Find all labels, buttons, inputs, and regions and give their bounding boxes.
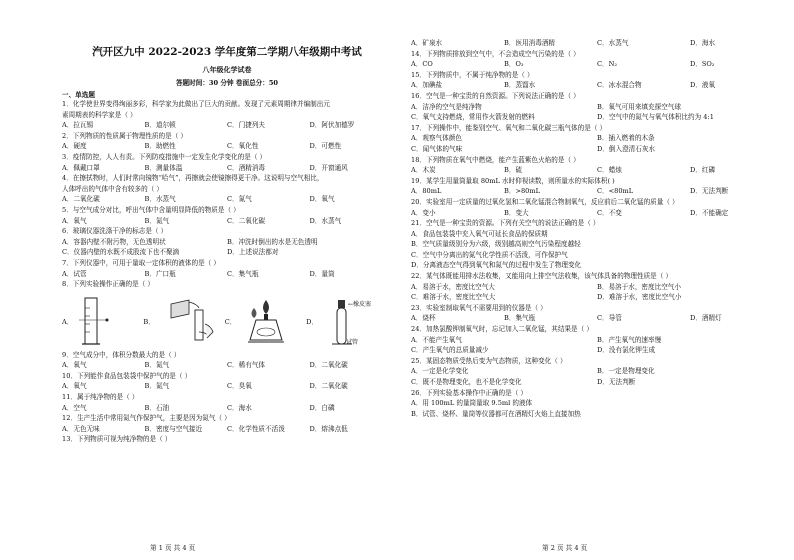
left-column bbox=[62, 44, 392, 445]
options-row bbox=[411, 38, 783, 49]
graduated-cylinder-figure bbox=[77, 294, 111, 348]
rubber-stopper-label: ←橡皮塞 bbox=[348, 300, 372, 308]
question-stem: 10．下列能作食品包装袋中保护气的是（ ） bbox=[62, 371, 192, 380]
question-item bbox=[411, 271, 783, 303]
answer-option: A．矿泉水 bbox=[411, 39, 443, 47]
options-row bbox=[411, 377, 783, 388]
question-item bbox=[411, 176, 783, 197]
question-item bbox=[411, 303, 783, 324]
answer-option: C．二氧化碳 bbox=[227, 216, 266, 225]
answer-option: B．氮气 bbox=[144, 382, 170, 391]
answer-option: A．空气 bbox=[62, 403, 87, 412]
question-item bbox=[411, 70, 783, 91]
question-stem: 26．下列实验基本操作中正确的是（ ） bbox=[411, 388, 527, 397]
question-stem: 12．生产生活中常用氮气作保护气，主要是因为氮气（ ） bbox=[62, 414, 231, 423]
exam-info: 答题时间：30 分钟 卷面总分：50 bbox=[175, 79, 279, 87]
answer-option: C．臭氧 bbox=[227, 382, 252, 391]
options-row bbox=[411, 133, 783, 144]
question-stem: A．食品包装袋中充入氧气可延长食品的保质期 bbox=[411, 229, 548, 238]
options-row bbox=[411, 313, 783, 324]
answer-option: C．化学性质不活泼 bbox=[227, 424, 285, 433]
question-stem: 3．疫情防控，人人有责。下列防疫措施中一定发生化学变化的是（ ） bbox=[62, 152, 267, 161]
exam-subtitle: 八年级化学试卷 bbox=[202, 65, 252, 74]
options-row bbox=[62, 237, 392, 248]
answer-option: C．难溶于水，密度比空气大 bbox=[411, 293, 496, 302]
answer-option: B．插入燃着的木条 bbox=[597, 134, 655, 143]
answer-option: D．无法判断 bbox=[597, 378, 636, 386]
answer-option: D．可燃性 bbox=[309, 142, 342, 151]
question-stem: 2．下列物质的性质属于物理性质的是（ ） bbox=[62, 131, 187, 140]
answer-option: D．二氧化碳 bbox=[309, 382, 348, 391]
question-stem: 11．属于纯净物的是（ ） bbox=[62, 393, 139, 402]
question-item bbox=[62, 99, 392, 131]
answer-option: C．氮气 bbox=[227, 195, 252, 204]
answer-option: C．蜡烛 bbox=[597, 166, 622, 175]
question-stem: C．空气中分离出的氮气化学性质不活泼，可作保护气 bbox=[411, 250, 568, 259]
question-stem: 7．下列仪器中，可用于量取一定体积的液体的是（ ） bbox=[62, 258, 220, 267]
question-item bbox=[62, 258, 392, 279]
answer-option: B．石油 bbox=[144, 403, 170, 412]
options-row bbox=[411, 144, 783, 155]
question-stem: A．用 100mL 的量筒量取 9.5ml 的液体 bbox=[411, 399, 533, 408]
options-row bbox=[62, 403, 392, 414]
stopper-test-tube-figure bbox=[322, 294, 392, 348]
page-footer: 第 1 页 共 4 页 bbox=[150, 544, 196, 552]
answer-option: C．集气瓶 bbox=[227, 269, 259, 278]
answer-option: D．难溶于水，密度比空气小 bbox=[597, 293, 682, 302]
answer-option: D．氧气 bbox=[309, 195, 335, 204]
answer-option: C．导管 bbox=[597, 314, 622, 323]
question-item bbox=[411, 155, 783, 176]
question-item bbox=[411, 197, 783, 218]
right-question-list bbox=[411, 38, 783, 419]
options-row bbox=[411, 59, 783, 70]
answer-option: D．空气中的氮气与氧气体积比约为 4:1 bbox=[597, 113, 714, 122]
answer-option: B．道尔顿 bbox=[144, 121, 176, 130]
question-item bbox=[62, 279, 392, 348]
answer-option: A．二氧化碳 bbox=[62, 195, 100, 204]
options-row bbox=[411, 208, 783, 219]
answer-option: D．没有氯化钾生成 bbox=[597, 346, 656, 355]
answer-option: A．不能产生氧气 bbox=[411, 335, 462, 344]
answer-option: D．倒入澄清石灰水 bbox=[597, 144, 656, 153]
answer-option: C．既不是物理变化，也不是化学变化 bbox=[411, 378, 522, 386]
question-stem: 17．下列操作中，能鉴别空气、氧气和二氧化碳三瓶气体的是（ ） bbox=[411, 123, 607, 132]
experiment-figure-option bbox=[225, 294, 306, 348]
answer-option: B．氮气 bbox=[144, 216, 170, 225]
question-stem: 14．下列物质排放到空气中，不会造成空气污染的是（ ） bbox=[411, 49, 580, 58]
answer-option: A．氧气 bbox=[62, 216, 87, 225]
experiment-figure-option bbox=[143, 294, 224, 348]
answer-option: A．变小 bbox=[411, 208, 436, 217]
exam-title: 汽开区九中 2022-2023 学年度第二学期八年级期中考试 bbox=[92, 46, 362, 58]
answer-option: D．阿伏加德罗 bbox=[309, 121, 355, 130]
answer-option: B．冲洗时倒出的水是无色透明 bbox=[227, 237, 318, 246]
answer-option: A．佩戴口罩 bbox=[62, 163, 100, 172]
question-item bbox=[411, 91, 783, 123]
options-row bbox=[62, 269, 392, 280]
answer-option: A．硬度 bbox=[62, 142, 87, 151]
answer-option: A．一定是化学变化 bbox=[411, 367, 469, 376]
answer-option: C．仪器内壁的水既不成股流下也不聚滴 bbox=[62, 248, 180, 257]
answer-option: A．洁净的空气是纯净物 bbox=[411, 102, 482, 111]
question-stem: 23．实验室制取氧气不需要用到的仪器是（ ） bbox=[411, 303, 547, 312]
question-item bbox=[62, 205, 392, 226]
answer-option: D．开窗通风 bbox=[309, 163, 348, 172]
answer-option: B．>80mL bbox=[504, 187, 540, 196]
question-stem: 20．实验室用一定质量的过氧化氢和二氧化锰混合物制氧气，反应前后二氧化锰的质量（ ） bbox=[411, 197, 679, 206]
answer-option: B．一定是物理变化 bbox=[597, 367, 655, 376]
options-row bbox=[411, 112, 783, 123]
answer-option: C．N₂ bbox=[597, 60, 618, 69]
test-tube-label: 试管 bbox=[346, 338, 359, 346]
question-stem: 素周期表的科学家是（ ） bbox=[62, 110, 137, 119]
options-row bbox=[411, 102, 783, 113]
answer-option: B．蒸馏水 bbox=[504, 81, 536, 90]
answer-option: C．不变 bbox=[597, 208, 622, 217]
alcohol-lamp-figure bbox=[240, 294, 292, 348]
options-row bbox=[62, 141, 392, 152]
answer-option: A．木炭 bbox=[411, 166, 436, 175]
question-item bbox=[62, 226, 392, 258]
answer-option: B．氧气可用来填充探空气球 bbox=[597, 102, 681, 111]
answer-option: B．产生氧气的速率慢 bbox=[597, 335, 662, 344]
question-item bbox=[411, 49, 783, 70]
options-row bbox=[411, 335, 783, 346]
answer-option: D．酒精灯 bbox=[690, 314, 722, 323]
answer-option: A．加碘盐 bbox=[411, 81, 443, 90]
question-stem: 24．加热氯酸钾制氧气时，忘记加入二氧化锰，其结果是（ ） bbox=[411, 325, 593, 334]
question-item bbox=[411, 218, 783, 271]
answer-option: A．易溶于水，密度比空气大 bbox=[411, 282, 495, 291]
question-stem: 21．空气是一种宝贵的资源。下列有关空气的说法正确的是（ ） bbox=[411, 219, 600, 228]
answer-option: B．医用消毒酒精 bbox=[504, 39, 556, 47]
answer-option: D．白磷 bbox=[309, 403, 335, 412]
answer-option: A．试管 bbox=[62, 269, 87, 278]
options-row bbox=[62, 194, 392, 205]
question-item bbox=[62, 434, 392, 445]
answer-option: D．水蒸气 bbox=[309, 216, 342, 225]
question-stem: D．分离液态空气得到氧气和氮气的过程中发生了物理变化 bbox=[411, 261, 582, 270]
question-stem: 16．空气是一种宝贵的自然资源。下列说法正确的是（ ） bbox=[411, 91, 580, 100]
options-row bbox=[411, 345, 783, 356]
page-footer: 第 2 页 共 4 页 bbox=[542, 544, 588, 552]
options-row bbox=[62, 247, 392, 258]
answer-option: B．助燃性 bbox=[144, 142, 176, 151]
answer-option: B．硫 bbox=[504, 166, 523, 175]
options-row bbox=[62, 216, 392, 227]
answer-option: D．量筒 bbox=[309, 269, 335, 278]
answer-option: D．不能确定 bbox=[690, 208, 729, 217]
figure-option-label: B． bbox=[143, 317, 155, 326]
answer-option: B．测量体温 bbox=[144, 163, 183, 172]
question-stem: 4．在擦拭物时，人们时常向镜物“哈气”，再擦就会使镜擦得更干净。这说明与空气相比， bbox=[62, 174, 324, 183]
answer-option: A．烧杯 bbox=[411, 314, 436, 323]
experiment-figure-option bbox=[306, 294, 392, 348]
options-row bbox=[62, 163, 392, 174]
answer-option: A．观察气体颜色 bbox=[411, 134, 462, 143]
question-stem: B．空气质量级别分为六级，级别越高则空气污染程度越轻 bbox=[411, 240, 581, 249]
answer-option: A．容器内壁不附污物，无色透明状 bbox=[62, 237, 166, 246]
question-stem: 5．与空气成分对比，呼出气体中含量明显降低的物质是（ ） bbox=[62, 205, 240, 214]
figure-option-label: C． bbox=[224, 317, 237, 326]
answer-option: C．氧气支持燃烧，常用作火箭发射的燃料 bbox=[411, 113, 535, 122]
options-row bbox=[411, 80, 783, 91]
answer-option: C．水蒸气 bbox=[597, 39, 629, 47]
question-item bbox=[62, 173, 392, 205]
section-title: 一、单选题 bbox=[62, 91, 95, 99]
left-question-list bbox=[62, 99, 392, 445]
answer-option: A．CO bbox=[411, 60, 433, 69]
right-page bbox=[397, 0, 794, 560]
options-row bbox=[411, 186, 783, 197]
answer-option: D．液氧 bbox=[690, 81, 716, 90]
question-item bbox=[62, 152, 392, 173]
answer-option: C．门捷列夫 bbox=[227, 121, 266, 130]
experiment-figures bbox=[62, 292, 392, 348]
question-item bbox=[411, 324, 783, 356]
options-row bbox=[62, 120, 392, 131]
question-stem: 13．下列物质可视为纯净物的是（ ） bbox=[62, 435, 172, 444]
answer-option: B．O₃ bbox=[504, 60, 524, 69]
answer-option: C．酒精消毒 bbox=[227, 163, 266, 172]
answer-option: A．无色无味 bbox=[62, 424, 100, 433]
options-row bbox=[411, 165, 783, 176]
question-stem: 人体呼出的气体中含有较多的（ ） bbox=[62, 184, 164, 193]
question-stem: 8．下列实验操作正确的是（ ） bbox=[62, 280, 155, 289]
answer-option: C．闻气体的气味 bbox=[411, 144, 463, 153]
options-row bbox=[62, 424, 392, 435]
answer-option: A．80mL bbox=[411, 187, 442, 196]
options-row bbox=[411, 282, 783, 293]
question-item bbox=[62, 413, 392, 434]
answer-option: C．稀有气体 bbox=[227, 361, 266, 370]
question-stem: B．试管、烧杯、量筒等仪器都可在酒精灯火焰上直接加热 bbox=[411, 409, 581, 418]
options-row bbox=[62, 381, 392, 392]
answer-option: B．密度与空气接近 bbox=[144, 424, 203, 433]
answer-option: A．氧气 bbox=[62, 382, 87, 391]
question-stem: 19．某学生用量筒量取 80mL 水时仰视读数，则所量水的实际体积( ) bbox=[411, 176, 615, 185]
answer-option: D．红磷 bbox=[690, 166, 716, 175]
right-column bbox=[411, 38, 783, 419]
experiment-figure-option bbox=[62, 294, 143, 348]
question-item bbox=[411, 356, 783, 388]
answer-option: D．无法判断 bbox=[690, 187, 729, 196]
answer-option: A．拉瓦锡 bbox=[62, 121, 94, 130]
question-stem: 6．玻璃仪器洗涤干净的标志是（ ） bbox=[62, 227, 168, 236]
answer-option: D．SO₂ bbox=[690, 60, 715, 69]
answer-option: D．海水 bbox=[690, 39, 716, 47]
question-item bbox=[62, 131, 392, 152]
question-stem: 25．某固态物质受热后变为气态物质，这种变化（ ） bbox=[411, 356, 567, 365]
answer-option: D．上述说法都对 bbox=[227, 248, 279, 257]
question-stem: 9．空气成分中，体积分数最大的是（ ） bbox=[62, 350, 181, 359]
answer-option: B．变大 bbox=[504, 208, 529, 217]
question-item bbox=[411, 123, 783, 155]
question-item bbox=[62, 392, 392, 413]
question-stem: 15．下列物质中，不属于纯净物的是（ ） bbox=[411, 70, 534, 79]
question-stem: 1．化学使世界变得绚丽多彩，科学家为此做出了巨大的贡献。发现了元素周期律并编制出元 bbox=[62, 100, 330, 108]
answer-option: B．易溶于水，密度比空气小 bbox=[597, 282, 681, 291]
answer-option: C．氧化性 bbox=[227, 142, 259, 151]
figure-option-label: A． bbox=[62, 317, 74, 326]
answer-option: D．熔沸点低 bbox=[309, 424, 348, 433]
answer-option: B．集气瓶 bbox=[504, 314, 536, 323]
answer-option: D．二氧化碳 bbox=[309, 361, 348, 370]
figure-option-label: D． bbox=[306, 317, 319, 326]
answer-option: C．冰水混合物 bbox=[597, 81, 642, 90]
options-row bbox=[62, 360, 392, 371]
question-item bbox=[411, 38, 783, 49]
question-stem: 18．下列物质在氧气中燃烧，能产生蓝紫色火焰的是（ ） bbox=[411, 155, 580, 164]
options-row bbox=[411, 366, 783, 377]
answer-option: B．水蒸气 bbox=[144, 195, 176, 204]
answer-option: C．海水 bbox=[227, 403, 252, 412]
answer-option: B．广口瓶 bbox=[144, 269, 176, 278]
question-item bbox=[411, 388, 783, 420]
options-row bbox=[411, 292, 783, 303]
answer-option: A．氧气 bbox=[62, 361, 87, 370]
answer-option: B．氮气 bbox=[144, 361, 170, 370]
question-stem: 22．某气体既能用排水法收集，又能用向上排空气法收集，该气体具备的物理性质是（ ） bbox=[411, 272, 673, 281]
answer-option: C．<80mL bbox=[597, 187, 634, 196]
question-item bbox=[62, 350, 392, 371]
answer-option: C．产生氧气的总质量减少 bbox=[411, 346, 489, 355]
pouring-liquid-figure bbox=[159, 294, 217, 348]
question-item bbox=[62, 371, 392, 392]
